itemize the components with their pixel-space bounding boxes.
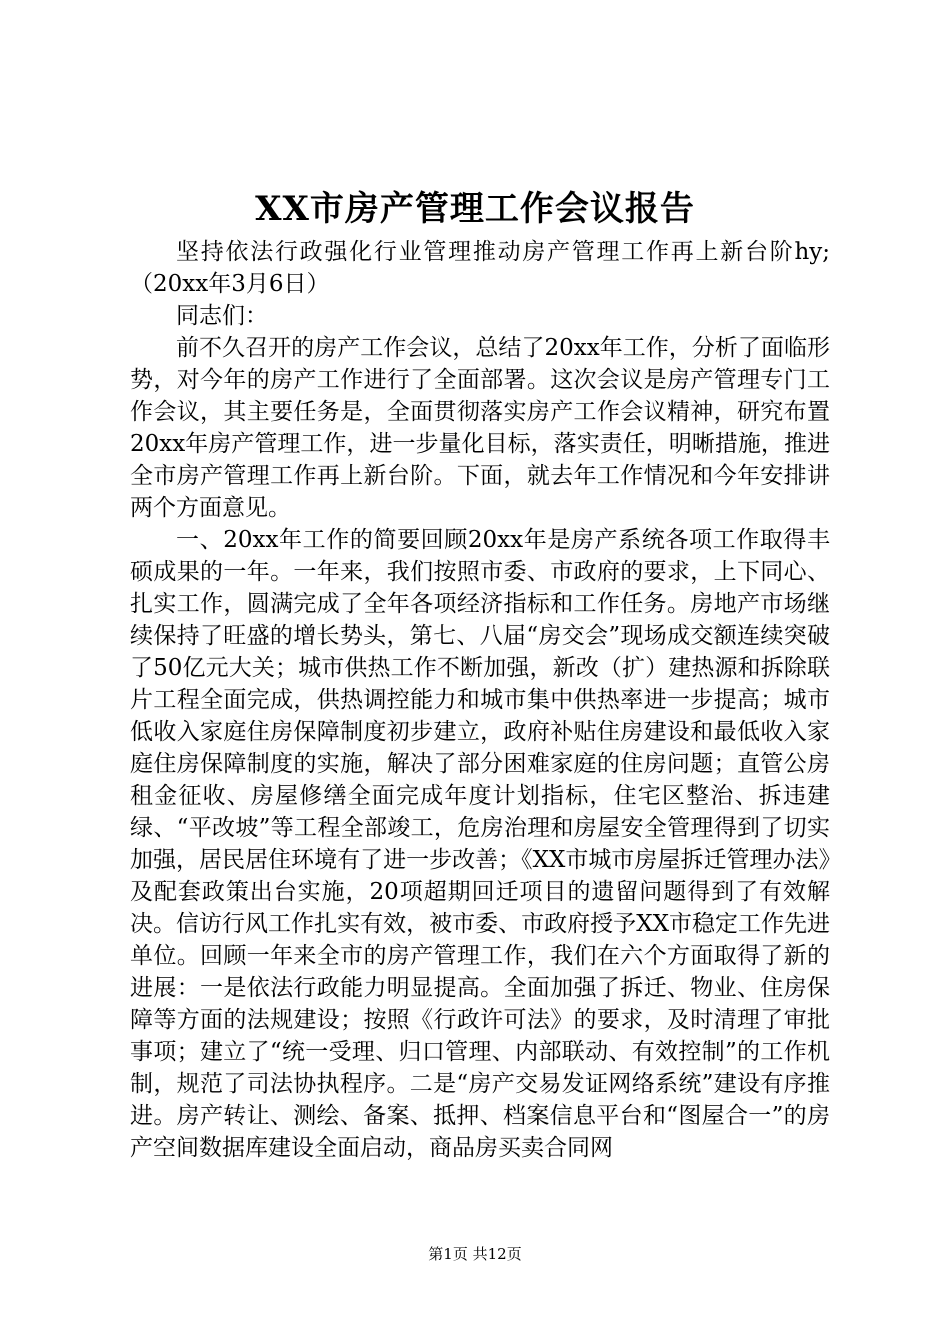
page-footer: [0, 1243, 950, 1265]
subtitle-paragraph: 坚持依法行政强化行业管理推动房产管理工作再上新台阶hy;（20xx年3月6日）: [130, 239, 830, 297]
body-paragraph: 一、20xx年工作的简要回顾20xx年是房产系统各项工作取得丰硕成果的一年。一年来，我们按照市委、市政府的要求，上下同心、扎实工作，圆满完成了全年各项经济指标和工作任务。房地产市场继续保持了旺盛的增长势头，第七、八届“房交会”现场成交额连续突破了50亿元大关；城市供热工作不断加强，新改（扩）建热源和拆除联片工程全面完成，供热调控能力和城市集中供热率进一步提高；城市低收入家庭住房保障制度初步建立，政府补贴住房建设和最低收入家庭住房保障制度的实施，解决了部分困难家庭的住房问题；直管公房租金征收、房屋修缮全面完成年度计划指标，住宅区整治、拆违建绿、“平改坡”等工程全部竣工，危房治理和房屋安全管理得到了切实加强，居民居住环境有了进一步改善；《XX市城市房屋拆迁管理办法》及配套政策出台实施，20项超期回迁项目的遗留问题得到了有效解决。信访行风工作扎实有效，被市委、市政府授予XX市稳定工作先进单位。回顾一年来全市的房产管理工作，我们在六个方面取得了新的进展：一是依法行政能力明显提高。全面加强了拆迁、物业、住房保障等方面的法规建设；按照《行政许可法》的要求，及时清理了审批事项；建立了“统一受理、归口管理、内部联动、有效控制”的工作机制，规范了司法协执程序。二是“房产交易发证网络系统”建设有序推进。房产转让、测绘、备案、抵押、档案信息平台和“图屋合一”的房产空间数据库建设全面启动，商品房买卖合同网: [130, 527, 830, 1161]
body-paragraph: 前不久召开的房产工作会议，总结了20xx年工作，分析了面临形势，对今年的房产工作进行了全面部署。这次会议是房产管理专门工作会议，其主要任务是，全面贯彻落实房产工作会议精神，研究布置20xx年房产管理工作，进一步量化目标，落实责任，明晰措施，推进全市房产管理工作再上新台阶。下面，就去年工作情况和今年安排讲两个方面意见。: [130, 335, 830, 521]
page-number: 第1页 共12页: [428, 1245, 522, 1263]
document-body: [130, 236, 830, 1164]
document-title: XX市房产管理工作会议报告: [255, 189, 695, 229]
salutation-paragraph: 同志们：: [176, 303, 268, 329]
